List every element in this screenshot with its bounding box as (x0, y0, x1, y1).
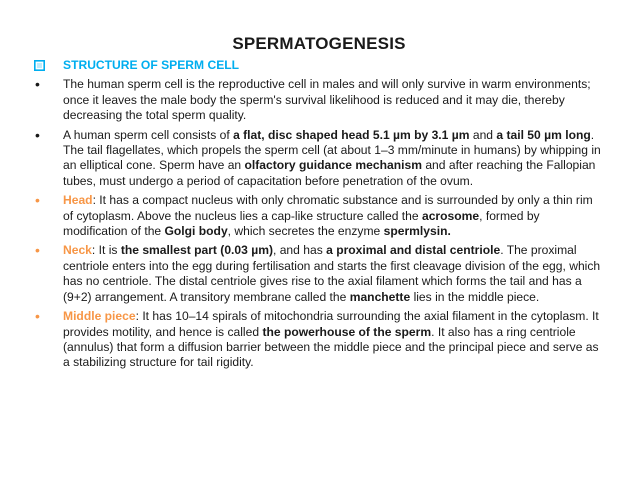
section-heading-text: STRUCTURE OF SPERM CELL (63, 58, 240, 72)
olfactory-emphasis: olfactory guidance mechanism (244, 158, 422, 173)
smallest-part-emphasis: the smallest part (0.03 µm) (120, 243, 273, 258)
bullet-head-text: Head: It has a compact nucleus with only chromatic substance and is surrounded by only a thin rim of cytoplasm. Above the nucleus lies a cap-like structure called the acrosome, formed by modification of the Golgi body, which secretes the enzyme spermlysin. (63, 193, 593, 239)
section-heading (34, 58, 604, 73)
bullet-middle-piece-text: Middle piece: It has 10–14 spirals of mitochondria surrounding the axial filament in the cytoplasm. It provides motility, and hence is called the powerhouse of the sperm. It also has a ring centriole (annulus) that form a diffusion barrier between the middle piece and the principal piece and serve as a stabilizing structure for tail rigidity. (63, 309, 599, 370)
checkbox-bullet-icon (34, 60, 45, 71)
bullet-head (34, 193, 604, 239)
bullet-dimensions (34, 128, 604, 190)
bullet-neck-text: Neck: It is the smallest part (0.03 µm), and has a proximal and distal centriole. The proximal centriole enters into the egg during fertilisation and starts the first cleavage division of the egg, which has no centriole. The distal centriole gives rise to the axial filament which forms the tail and has a (9+2) arrangement. A transitory membrane called the manchette lies in the middle piece. (63, 243, 601, 304)
bullet-neck (34, 243, 604, 305)
golgi-emphasis: Golgi body (164, 224, 228, 239)
bullet-dimensions-text: A human sperm cell consists of a flat, disc shaped head 5.1 µm by 3.1 µm and a tail 50 µm long. The tail flagellates, which propels the sperm cell (at about 1–3 mm/minute in humans) by whipping in an elliptical cone. Sperm have an olfactory guidance mechanism and after reaching the Fallopian tubes, must undergo a period of capacitation before penetration of the ovum. (63, 127, 601, 188)
bullet-middle-piece (34, 309, 604, 371)
manchette-emphasis: manchette (349, 289, 411, 304)
bullet-dot-icon: • (35, 242, 40, 259)
slide-title: SPERMATOGENESIS (232, 34, 406, 53)
bullet-survival-text: The human sperm cell is the reproductive cell in males and will only survive in warm environments; once it leaves the male body the sperm's survival likelihood is reduced and it may die, thereby decreasing the total sperm quality. (63, 77, 591, 123)
spermlysin-emphasis: spermlysin. (383, 224, 451, 239)
centriole-emphasis: a proximal and distal centriole (326, 243, 501, 258)
tail-length-emphasis: a tail 50 µm long (496, 127, 591, 142)
acrosome-emphasis: acrosome (421, 208, 480, 223)
neck-label: Neck (63, 243, 92, 258)
bullet-survival (34, 77, 604, 123)
bullet-dot-icon: • (35, 308, 40, 325)
head-label: Head (63, 193, 93, 208)
bullet-dot-icon: • (35, 192, 40, 209)
bullet-dot-icon: • (35, 126, 40, 143)
powerhouse-emphasis: the powerhouse of the sperm (262, 324, 432, 339)
bullet-dot-icon: • (35, 76, 40, 93)
middle-piece-label: Middle piece (63, 309, 136, 324)
slide-content (34, 58, 604, 371)
head-size-emphasis: a flat, disc shaped head 5.1 µm by 3.1 µm (233, 127, 470, 142)
